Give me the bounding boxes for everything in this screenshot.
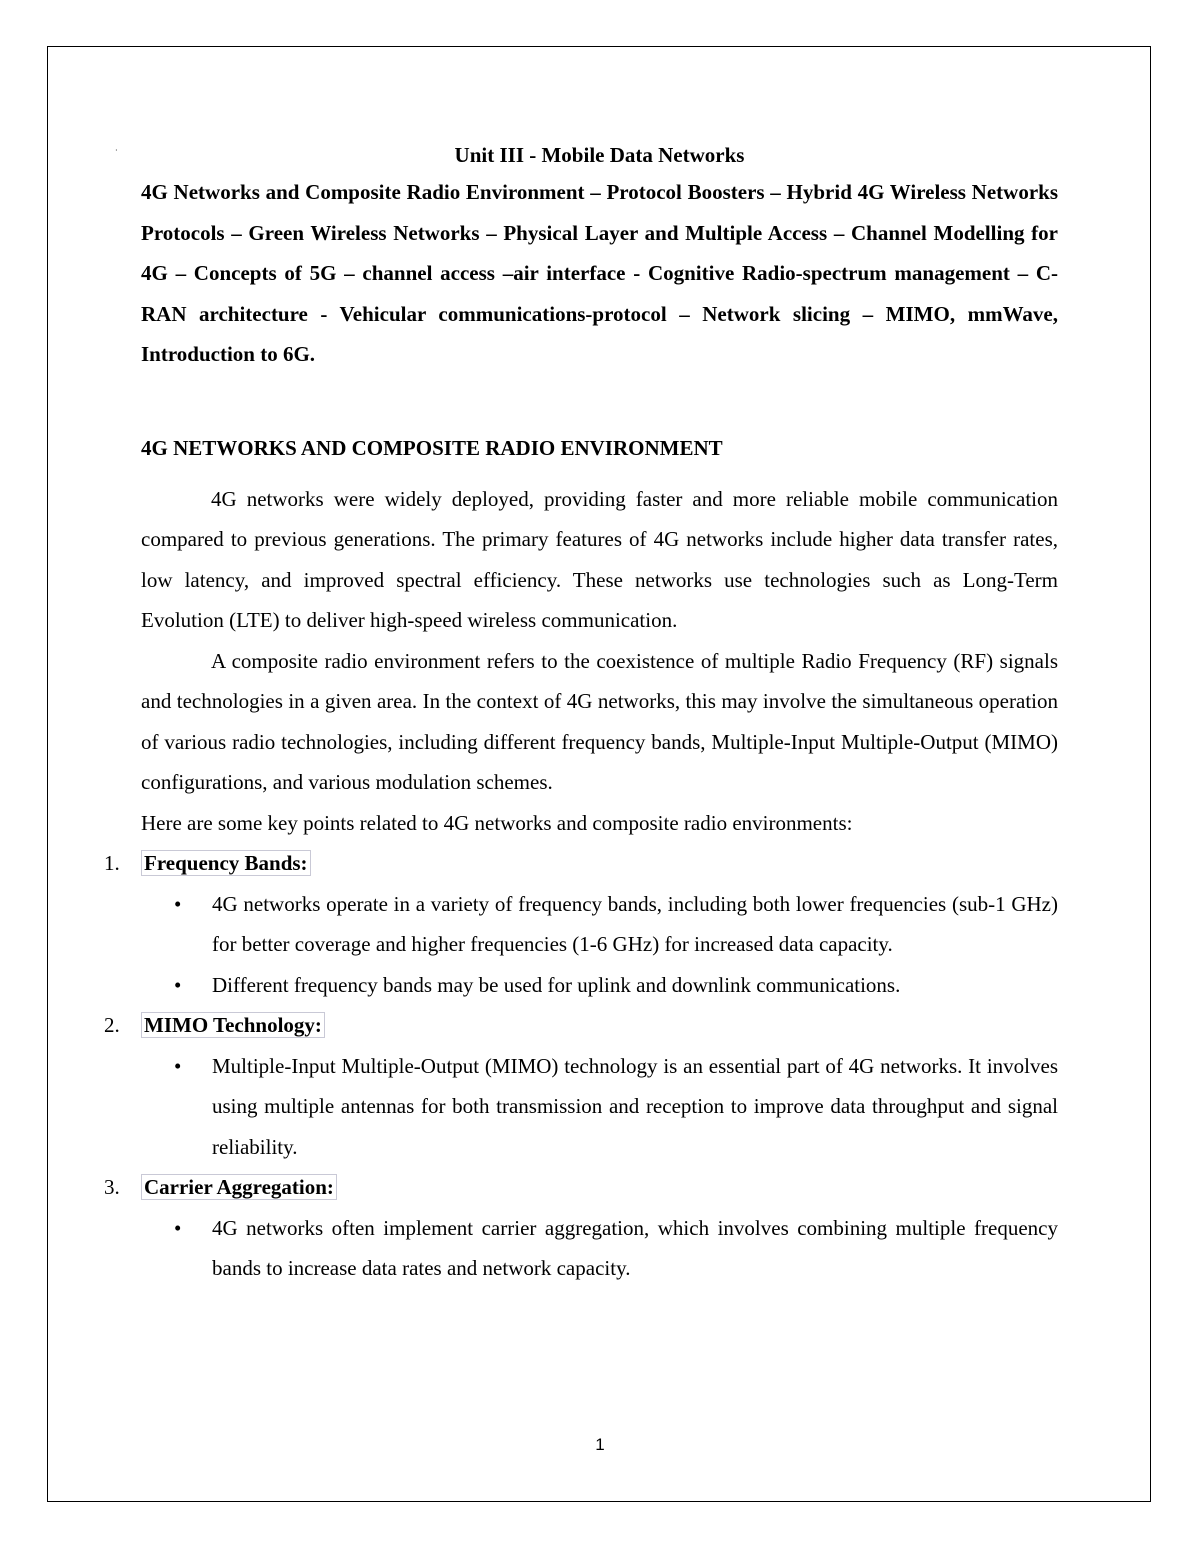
list-item	[104, 1167, 1058, 1289]
stray-dot: ·	[115, 146, 118, 155]
point-number: 3.	[104, 1175, 120, 1199]
bullet-icon: •	[174, 891, 182, 916]
bullet-text: Multiple-Input Multiple-Output (MIMO) technology is an essential part of 4G networks. It involves using multiple antennas for both transmission and reception to improve data throughput and signal reliability.	[212, 1053, 1058, 1159]
list-item	[104, 1005, 1058, 1167]
list-item	[104, 843, 1058, 1005]
point-label: Carrier Aggregation:	[141, 1174, 337, 1200]
intro-line: Here are some key points related to 4G networks and composite radio environments:	[141, 810, 853, 835]
list-item	[141, 1208, 1058, 1289]
paragraph-1: 4G networks were widely deployed, providing faster and more reliable mobile communication compared to previous generations. The primary features of 4G networks include higher data transfer rates, low latency, and improved spectral efficiency. These networks use technologies such as Long-Term Evolution (LTE) to deliver high-speed wireless communication.	[141, 486, 1058, 632]
bullet-list	[141, 1208, 1058, 1289]
page-content	[104, 138, 1058, 1289]
list-item	[141, 1046, 1058, 1168]
key-points-list	[104, 843, 1058, 1289]
bullet-text: 4G networks operate in a variety of frequency bands, including both lower frequencies (sub-1 GHz) for better coverage and higher frequencies (1-6 GHz) for increased data capacity.	[212, 891, 1058, 956]
bullet-list	[141, 884, 1058, 1006]
bullet-icon: •	[174, 1053, 182, 1078]
unit-title: Unit III - Mobile Data Networks	[454, 143, 745, 167]
paragraph-2: A composite radio environment refers to the coexistence of multiple Radio Frequency (RF) signals and technologies in a given area. In the context of 4G networks, this may involve the simultaneous operation of various radio technologies, including different frequency bands, Multiple-Input Multiple-Output (MIMO) configurations, and various modulation schemes.	[141, 648, 1058, 794]
list-item	[141, 884, 1058, 965]
bullet-text: Different frequency bands may be used for uplink and downlink communications.	[212, 972, 901, 997]
point-label: MIMO Technology:	[141, 1012, 325, 1038]
point-number: 1.	[104, 851, 120, 875]
section-heading: 4G NETWORKS AND COMPOSITE RADIO ENVIRONMENT	[141, 435, 723, 460]
bullet-text: 4G networks often implement carrier aggregation, which involves combining multiple frequency bands to increase data rates and network capacity.	[212, 1215, 1058, 1280]
bullet-icon: •	[174, 1215, 182, 1240]
point-title	[104, 1005, 1058, 1046]
list-item	[141, 965, 1058, 1006]
syllabus-topics: 4G Networks and Composite Radio Environment – Protocol Boosters – Hybrid 4G Wireless Networks Protocols – Green Wireless Networks – Physical Layer and Multiple Access – Channel Modelling for 4G – Concepts of 5G – channel access –air interface - Cognitive Radio-spectrum management – C-RAN architecture - Vehicular communications-protocol – Network slicing – MIMO, mmWave, Introduction to 6G.	[141, 180, 1058, 366]
point-number: 2.	[104, 1013, 120, 1037]
bullet-list	[141, 1046, 1058, 1168]
bullet-icon: •	[174, 972, 182, 997]
page-number: 1	[595, 1435, 605, 1454]
point-label: Frequency Bands:	[141, 850, 311, 876]
point-title	[104, 843, 1058, 884]
point-title	[104, 1167, 1058, 1208]
